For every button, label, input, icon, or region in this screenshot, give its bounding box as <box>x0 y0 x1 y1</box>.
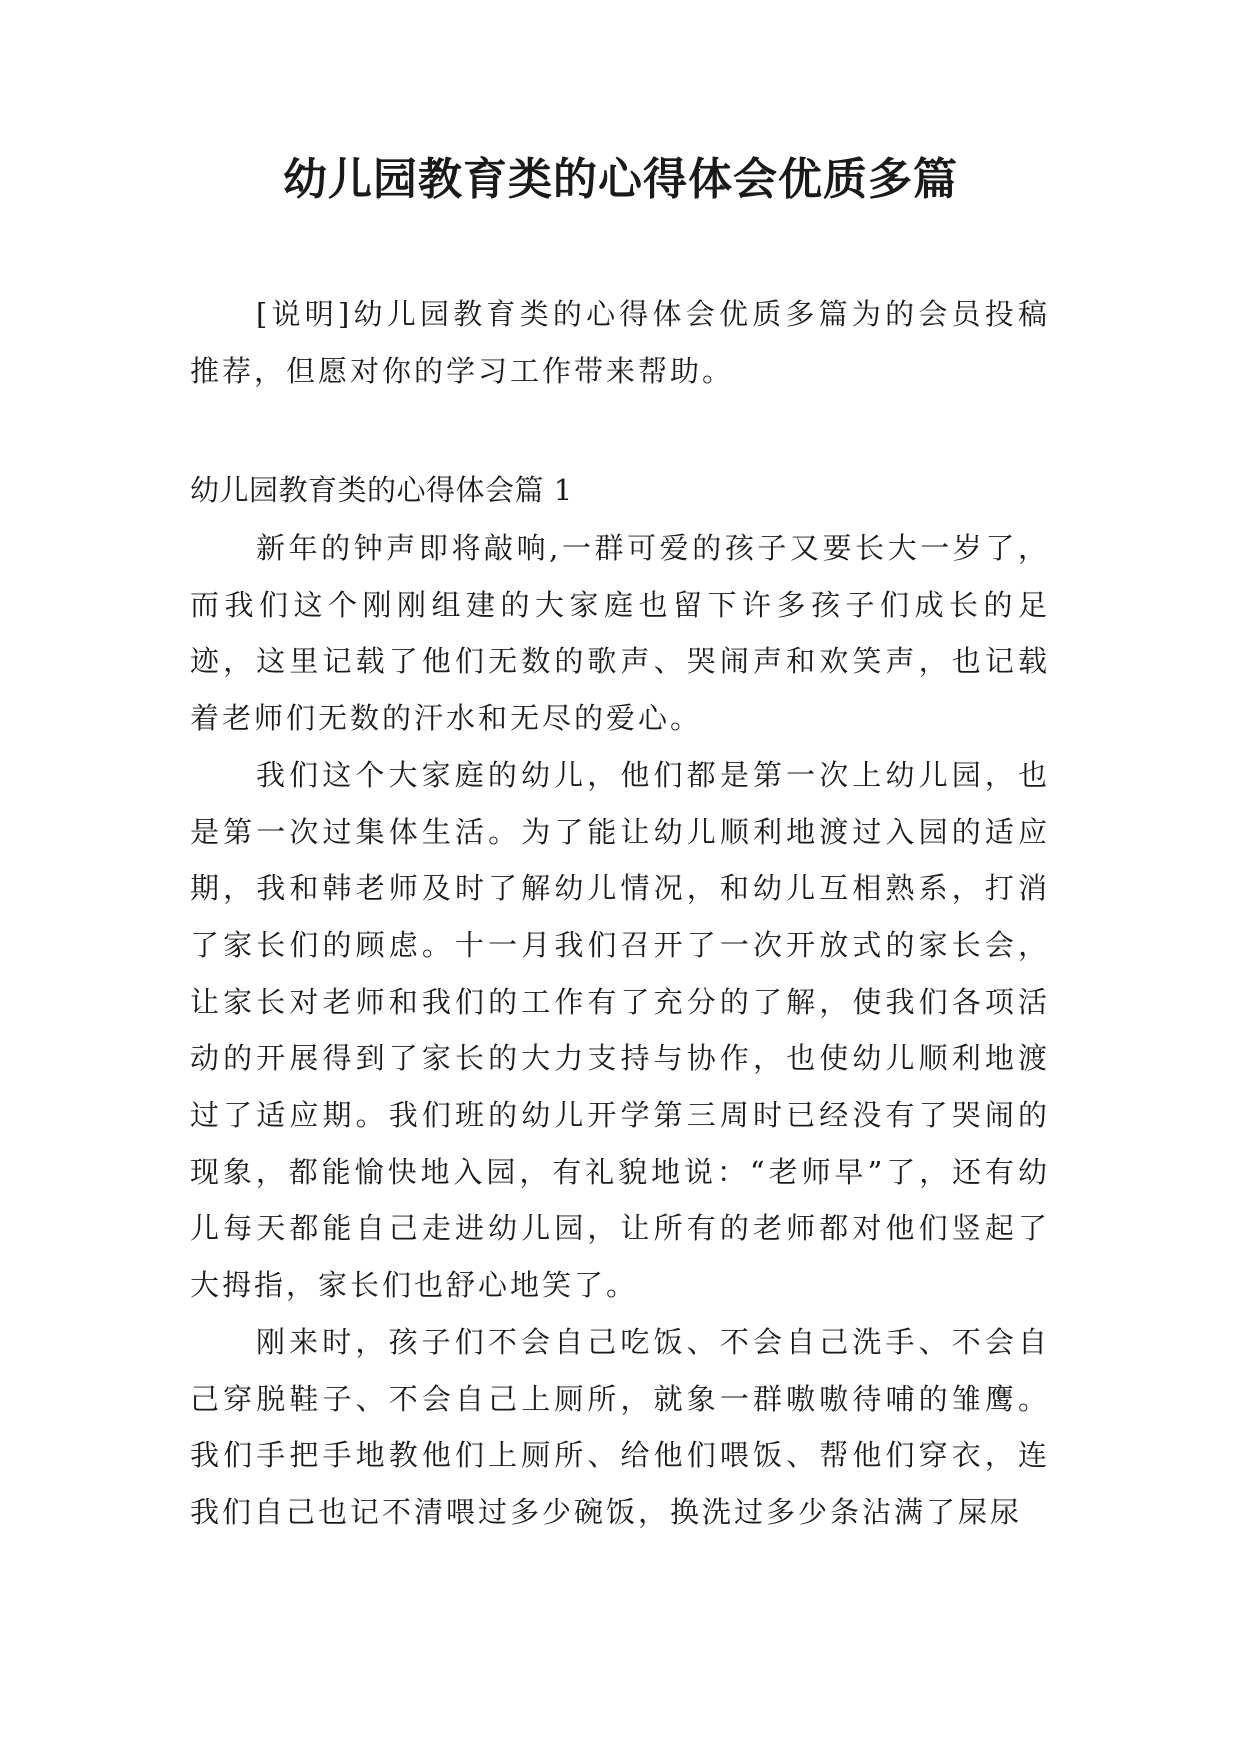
section-heading: 幼儿园教育类的心得体会篇 1 <box>190 473 573 507</box>
body-paragraph: 新年的钟声即将敲响,一群可爱的孩子又要长大一岁了，而我们这个刚刚组建的大家庭也留下许多孩子们成长的足迹，这里记载了他们无数的歌声、哭闹声和欢笑声，也记载着老师们无数的汗水和无尽的爱心。 <box>190 531 1050 736</box>
article-body <box>190 520 1050 1541</box>
body-paragraph: 我们这个大家庭的幼儿，他们都是第一次上幼儿园，也是第一次过集体生活。为了能让幼儿顺利地渡过入园的适应期，我和韩老师及时了解幼儿情况，和幼儿互相熟系，打消了家长们的顾虑。十一月我们召开了一次开放式的家长会，让家长对老师和我们的工作有了充分的了解，使我们各项活动的开展得到了家长的大力支持与协作，也使幼儿顺利地渡过了适应期。我们班的幼儿开学第三周时已经没有了哭闹的现象，都能愉快地入园，有礼貌地说：“老师早”了，还有幼儿每天都能自己走进幼儿园，让所有的老师都对他们竖起了大拇指，家长们也舒心地笑了。 <box>190 757 1050 1303</box>
document-title: 幼儿园教育类的心得体会优质多篇 <box>283 154 958 205</box>
body-paragraph: 刚来时，孩子们不会自己吃饭、不会自己洗手、不会自己穿脱鞋子、不会自己上厕所，就象一群嗷嗷待哺的雏鹰。我们手把手地教他们上厕所、给他们喂饭、帮他们穿衣，连我们自己也记不清喂过多少碗饭，换洗过多少条沾满了屎尿 <box>190 1324 1050 1529</box>
intro-paragraph: [说明]幼儿园教育类的心得体会优质多篇为的会员投稿推荐，但愿对你的学习工作带来帮助。 <box>190 297 1050 388</box>
